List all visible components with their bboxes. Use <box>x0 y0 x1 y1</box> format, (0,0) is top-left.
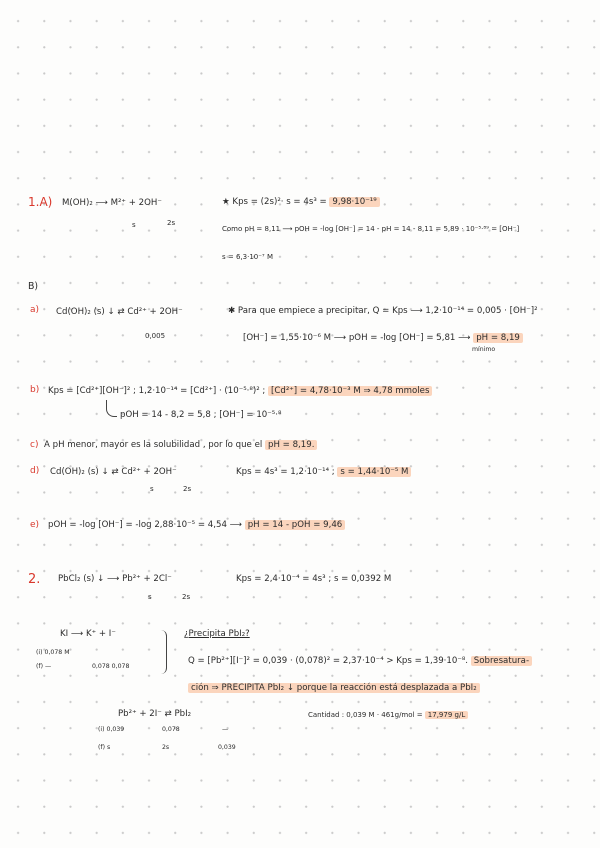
b-b-sub: pOH = 14 - 8,2 = 5,8 ; [OH⁻] = 10⁻⁵·⁸ <box>120 410 282 420</box>
b-d-kps: Kps = 4s³ = 1,2·10⁻¹⁴ ; s = 1,44·10⁻⁵ M <box>236 468 411 477</box>
p2-kps: Kps = 2,4·10⁻⁴ = 4s³ ; s = 0,0392 M <box>236 574 392 584</box>
b-a-minimo: mínimo <box>472 346 496 353</box>
b-c-label: c) <box>30 440 39 450</box>
b-d-equation: Cd(OH)₂ (s) ↓ ⇄ Cd²⁺ + 2OH⁻ <box>50 467 177 477</box>
p1-como: Como pH = 8,11 ⟶ pOH = -log [OH⁻] = 14 - pH = 14 - 8,11 = 5,89 · 10⁻⁵·⁸⁹ = [OH⁻] <box>222 225 520 233</box>
p2-pbi-f2: 2s <box>162 744 170 751</box>
p1-kps: ★ Kps = (2s)²· s = 4s³ = 9,98·10⁻¹⁹ <box>222 198 380 207</box>
b-b-label: b) <box>30 385 40 395</box>
p2-pbi-f3: 0,039 <box>218 744 236 751</box>
p2-precipita: ción ⇒ PRECIPITA PbI₂ ↓ porque la reacción está desplazada a PbI₂ <box>188 684 480 693</box>
p2-cantidad: Cantidad : 0,039 M · 461g/mol = 17,979 g/L <box>308 712 468 719</box>
p1-2s: 2s <box>167 219 176 227</box>
p2-equation: PbCl₂ (s) ↓ ⟶ Pb²⁺ + 2Cl⁻ <box>58 574 172 584</box>
p2-pbi-equation: Pb²⁺ + 2I⁻ ⇄ PbI₂ <box>118 709 192 719</box>
b-b-arrow <box>106 400 117 417</box>
p2-pbi-i: (i) 0,039 <box>98 726 125 733</box>
b-a-conc: 0,005 <box>145 332 166 340</box>
section-b-label: B) <box>28 281 39 292</box>
b-d-s: s = 1,44·10⁻⁵ M <box>337 467 411 477</box>
p2-ki-f-values: 0,078 0,078 <box>92 663 130 670</box>
b-a-ph: pH = 8,19 <box>473 333 523 343</box>
b-a-line2: [OH⁻] = 1,55·10⁻⁶ M ⟶ pOH = -log [OH⁻] = 5,81 ⟶ pH = 8,19 <box>243 334 523 343</box>
b-e-equation: pOH = -log [OH⁻] = -log 2,88·10⁻⁵ = 4,54 ⟶ pH = 14 - pOH = 9,46 <box>48 521 345 530</box>
b-d-label: d) <box>30 466 40 476</box>
p1-equation: M(OH)₂ ⟶ M²⁺ + 2OH⁻ <box>62 198 162 208</box>
brace <box>160 630 167 674</box>
p2-q-equation: Q = [Pb²⁺][I⁻]² = 0,039 · (0,078)² = 2,37·10⁻⁴ > Kps = 1,39·10⁻⁸. Sobresatura- <box>188 657 532 666</box>
p2-question: ¿Precipita PbI₂? <box>184 629 250 639</box>
b-e-ph: pH = 14 - pOH = 9,46 <box>245 520 346 530</box>
b-a-label: a) <box>30 305 40 315</box>
b-c-ph: pH = 8,19. <box>265 440 317 450</box>
p1-kps-value: 9,98·10⁻¹⁹ <box>329 197 379 207</box>
b-a-equation: Cd(OH)₂ (s) ↓ ⇄ Cd²⁺ + 2OH⁻ <box>56 307 183 317</box>
p2-2s: 2s <box>182 593 191 601</box>
b-d-2s: 2s <box>183 485 192 493</box>
p1-s: s <box>132 221 136 229</box>
p2-sobresatura: Sobresatura- <box>471 656 532 666</box>
p2-pbi-i2: 0,078 <box>162 726 180 733</box>
b-b-equation: Kps = [Cd²⁺][OH⁻]² ; 1,2·10⁻¹⁴ = [Cd²⁺] · (10⁻⁵·⁸)² ; [Cd²⁺] = 4,78·10⁻³ M ⇒ 4,78 mmoles <box>48 387 432 396</box>
problem-1-number: 1.A) <box>28 195 53 209</box>
b-c-text: A pH menor, mayor es la solubilidad , por lo que el pH = 8,19. <box>44 441 317 450</box>
b-d-s1: s <box>150 485 154 493</box>
p2-pbi-i3: — <box>222 726 229 733</box>
p2-ki-f: (f) — <box>36 663 52 670</box>
problem-2-number: 2. <box>28 572 41 587</box>
p2-s: s <box>148 593 152 601</box>
p2-pbi-f: (f) s <box>98 744 111 751</box>
p1-s-result: s = 6,3·10⁻⁷ M <box>222 253 273 261</box>
p2-ki-i: (i) 0,078 M <box>36 649 70 656</box>
b-a-note: ✱ Para que empiece a precipitar, Q = Kps ⟶ 1,2·10⁻¹⁴ = 0,005 · [OH⁻]² <box>228 306 538 316</box>
p2-ki-equation: KI ⟶ K⁺ + I⁻ <box>60 629 116 639</box>
b-e-label: e) <box>30 520 40 530</box>
b-b-result: [Cd²⁺] = 4,78·10⁻³ M ⇒ 4,78 mmoles <box>268 386 432 396</box>
p2-cantidad-result: 17,979 g/L <box>425 711 468 719</box>
